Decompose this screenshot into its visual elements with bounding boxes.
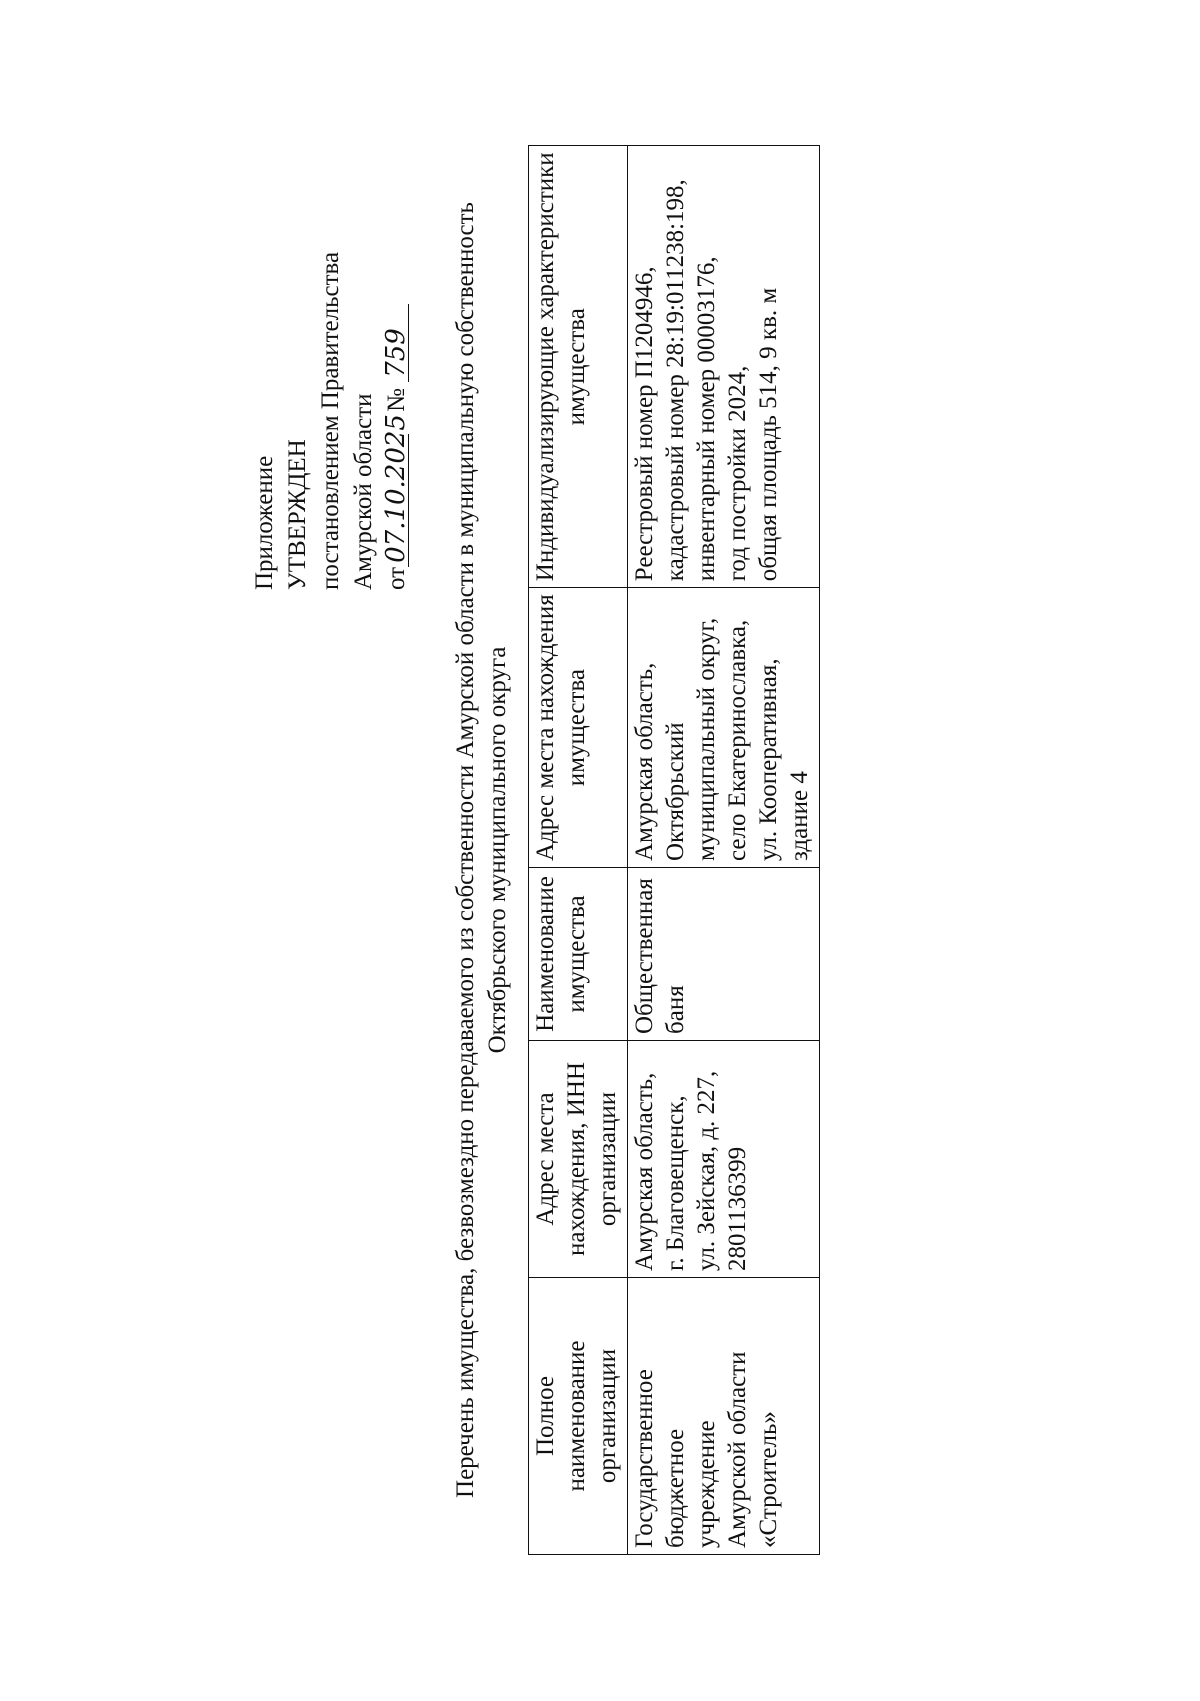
cell-organization-name: Государственное бюджетное учреждение Амурской области «Строитель»: [628, 1278, 820, 1555]
number-label: №: [383, 388, 410, 412]
table-row: [628, 146, 820, 1555]
cell-property-name: Общественная баня: [628, 868, 820, 1041]
document-title: [450, 70, 514, 1630]
handwritten-date: 07.10.2025: [384, 434, 409, 567]
property-table: [528, 145, 820, 1555]
handwritten-number: 759: [384, 304, 409, 382]
header-characteristics: Индивидуализирующие характеристики имущества: [529, 146, 628, 588]
appendix-label: Приложение: [251, 455, 278, 590]
header-organization-address: Адрес места нахождения, ИНН организации: [529, 1041, 628, 1278]
cell-property-address: Амурская область, Октябрьский муниципальный округ, село Екатеринославка, ул. Кооперативная, здание 4: [628, 588, 820, 868]
title-line-1: Перечень имущества, безвозмездно передаваемого из собственности Амурской области в муниципальную собственность: [452, 202, 479, 1498]
header-organization-name: Полное наименование организации: [529, 1278, 628, 1555]
header-property-address: Адрес места нахождения имущества: [529, 588, 628, 868]
cell-characteristics: Реестровый номер П1204946, кадастровый номер 28:19:011238:198, инвентарный номер 00003176, год постройки 2024, общая площадь 514, 9 кв. м: [628, 146, 820, 588]
region-label: Амурской области: [350, 393, 377, 590]
header-property-name: Наименование имущества: [529, 868, 628, 1041]
approved-label: УТВЕРЖДЕН: [284, 439, 311, 590]
table-header-row: [529, 146, 628, 1555]
date-prefix: от: [383, 566, 410, 590]
date-number-line: [380, 252, 413, 590]
document-sheet: [150, 70, 1050, 1630]
cell-organization-address: Амурская область, г. Благовещенск, ул. Зейская, д. 227, 2801136399: [628, 1041, 820, 1278]
decree-label: постановлением Правительства: [317, 251, 344, 590]
approval-stamp: [248, 252, 413, 590]
title-line-2: Октябрьского муниципального округа: [484, 646, 511, 1054]
